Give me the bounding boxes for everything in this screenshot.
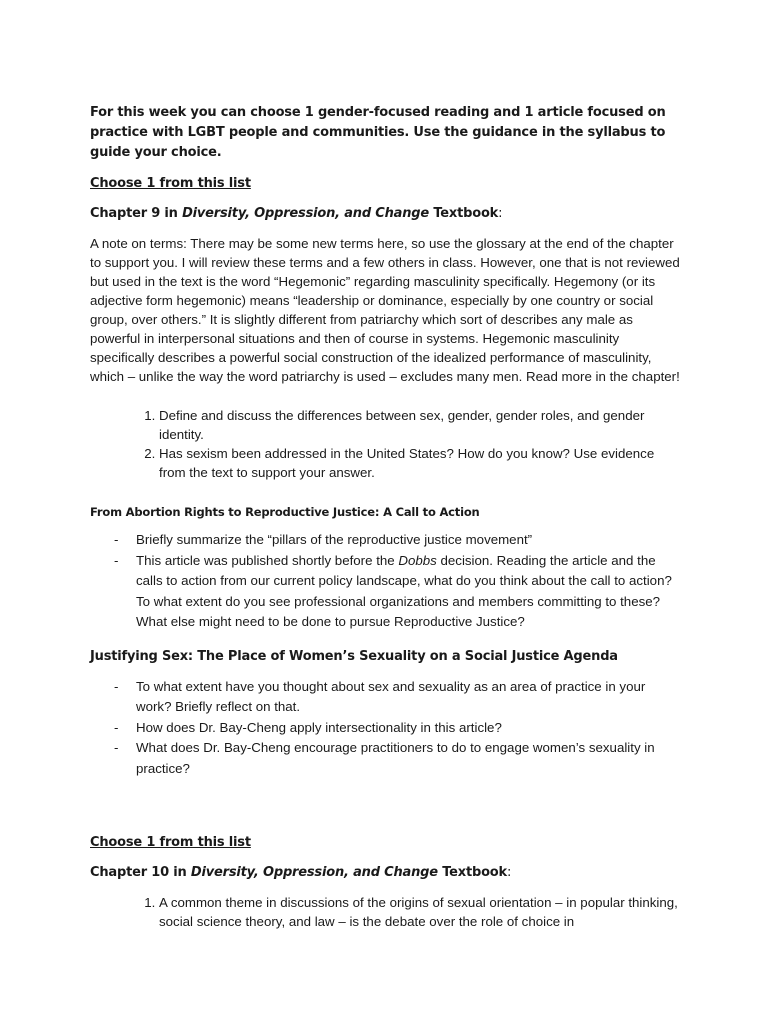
- list-item: 1. Define and discuss the differences between sex, gender, gender roles, and gender identity.: [159, 406, 680, 444]
- list-item: 1. A common theme in discussions of the origins of sexual orientation – in popular thinking, social science theory, and law – is the debate over the role of choice in: [159, 893, 680, 931]
- terms-note: A note on terms: There may be some new terms here, so use the glossary at the end of the chapter to support you. I will review these terms and a few others in class. However, one that is not reviewed but used in the text is the word “Hegemonic” regarding masculinity specifically. Hegemony (or its adjective form hegemonic) means “leadership or dominance, especially by one country or social group, over others.” It is slightly different from patriarchy which sort of describes any male as powerful in interpersonal situations and then of course in systems. Hegemonic masculinity specifically describes a powerful social construction of the idealized performance of masculinity, which – unlike the way the word patriarchy is used – excludes many men. Read more in the chapter!: [90, 236, 680, 384]
- list-item: - How does Dr. Bay-Cheng apply intersectionality in this article?: [114, 719, 502, 735]
- list-item: - To what extent have you thought about sex and sexuality as an area of practice in your work? Briefly reflect on that.: [114, 678, 646, 714]
- intro-text: For this week you can choose 1 gender-focused reading and 1 article focused on practice with LGBT people and communities. Use the guidance in the syllabus to guide your choice.: [90, 105, 666, 160]
- article1-questions: [90, 530, 680, 633]
- chapter10-questions: [90, 893, 680, 931]
- list-item: 2. Has sexism been addressed in the United States? How do you know? Use evidence from the text to support your answer.: [159, 444, 680, 482]
- list-item: - What does Dr. Bay-Cheng encourage practitioners to do to engage women’s sexuality in practice?: [114, 740, 655, 776]
- section2-chapter-heading: Chapter 10 in Diversity, Oppression, and Change Textbook:: [90, 865, 512, 880]
- section2-choose-heading: Choose 1 from this list: [90, 835, 251, 850]
- section1-chapter-heading: Chapter 9 in Diversity, Oppression, and Change Textbook:: [90, 206, 503, 221]
- article2-title: Justifying Sex: The Place of Women’s Sexuality on a Social Justice Agenda: [90, 648, 618, 664]
- list-item: - This article was published shortly before the Dobbs decision. Reading the article and the calls to action from our current policy landscape, what do you think about the call to action? To what extent do you see professional organizations and members committing to these? What else might need to be done to pursue Reproductive Justice?: [114, 552, 672, 629]
- article2-questions: [90, 677, 680, 780]
- document-page: [90, 103, 680, 952]
- section1-choose-heading: Choose 1 from this list: [90, 176, 251, 191]
- list-item: - Briefly summarize the “pillars of the reproductive justice movement”: [114, 532, 533, 547]
- book-title: Diversity, Oppression, and Change: [182, 206, 430, 221]
- chapter9-questions: [90, 406, 680, 482]
- book-title: Diversity, Oppression, and Change: [190, 865, 438, 880]
- article1-title: From Abortion Rights to Reproductive Justice: A Call to Action: [90, 505, 480, 519]
- section-spacer: [90, 793, 680, 833]
